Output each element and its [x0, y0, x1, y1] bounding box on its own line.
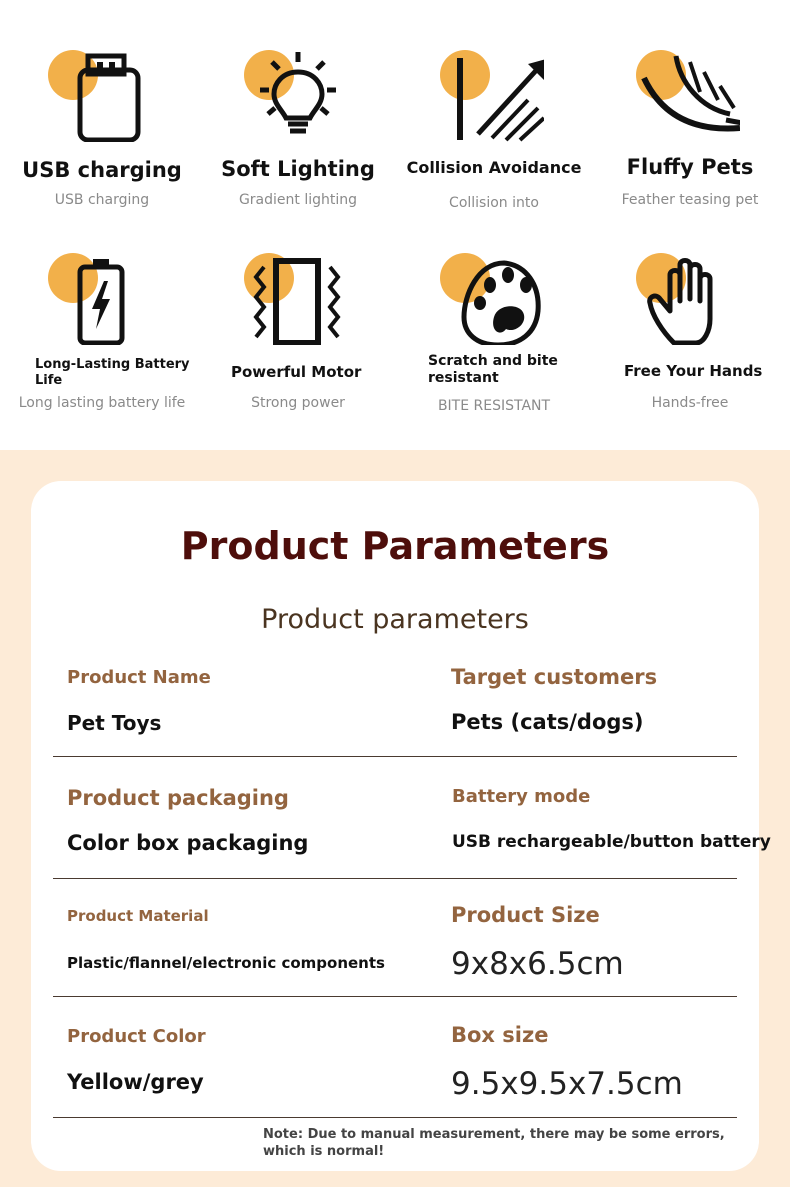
param-value-color: Yellow/grey [67, 1070, 204, 1094]
feature-free-hands [592, 245, 788, 435]
param-value-product-name: Pet Toys [67, 711, 162, 735]
feature-usb-charging [4, 42, 200, 232]
feature-bite-resistant [396, 245, 592, 435]
param-value-target-customers: Pets (cats/dogs) [451, 710, 644, 734]
feature-title: Free Your Hands [624, 362, 763, 380]
feature-title: Scratch and bite resistant [428, 353, 558, 386]
feather-icon [630, 42, 740, 142]
battery-icon [42, 245, 152, 345]
feature-subtitle: Collision into [449, 195, 539, 211]
feature-subtitle: USB charging [54, 192, 150, 208]
feature-subtitle: Feather teasing pet [621, 192, 759, 208]
params-title: Product Parameters [180, 524, 610, 568]
feature-subtitle: BITE RESISTANT [437, 398, 551, 414]
feature-title: USB charging [22, 158, 182, 182]
hand-icon [630, 245, 740, 345]
param-label-box-size: Box size [451, 1023, 549, 1047]
param-label-target-customers: Target customers [451, 665, 658, 689]
feature-fluffy-pets [592, 42, 788, 232]
measurement-note: Note: Due to manual measurement, there may be some errors, which is normal! [263, 1127, 725, 1159]
feature-title: Powerful Motor [231, 363, 362, 381]
param-divider [53, 1117, 737, 1118]
feature-title: Fluffy Pets [626, 155, 754, 179]
param-label-product-name: Product Name [67, 667, 211, 688]
feature-soft-lighting [200, 42, 396, 232]
param-divider [53, 996, 737, 997]
param-divider [53, 878, 737, 879]
feature-title: Soft Lighting [221, 157, 375, 181]
feature-subtitle: Hands-free [651, 395, 729, 411]
motor-vibration-icon [238, 245, 348, 345]
param-label-battery-mode: Battery mode [452, 786, 591, 807]
features-section [0, 0, 790, 450]
param-value-packaging: Color box packaging [67, 831, 309, 855]
param-label-color: Product Color [67, 1026, 206, 1047]
param-label-material: Product Material [67, 907, 209, 925]
collision-arrow-icon [434, 42, 544, 142]
param-value-box-size: 9.5x9.5x7.5cm [451, 1066, 683, 1102]
feature-title: Collision Avoidance [406, 158, 582, 177]
params-subtitle: Product parameters [261, 604, 529, 635]
light-bulb-icon [238, 42, 348, 142]
feature-subtitle: Strong power [251, 395, 345, 411]
param-value-size: 9x8x6.5cm [451, 946, 624, 982]
feature-title: Long-Lasting Battery Life [35, 357, 190, 388]
paw-icon [434, 245, 544, 345]
feature-subtitle: Gradient lighting [238, 192, 358, 208]
feature-powerful-motor [200, 245, 396, 435]
param-label-size: Product Size [451, 903, 600, 927]
param-divider [53, 756, 737, 757]
usb-drive-icon [42, 42, 152, 142]
param-label-packaging: Product packaging [67, 786, 289, 810]
feature-subtitle: Long lasting battery life [18, 395, 186, 411]
feature-collision-avoidance [396, 42, 592, 232]
feature-battery [4, 245, 200, 435]
param-value-material: Plastic/flannel/electronic components [67, 954, 385, 972]
param-value-battery-mode: USB rechargeable/button battery [452, 832, 771, 852]
